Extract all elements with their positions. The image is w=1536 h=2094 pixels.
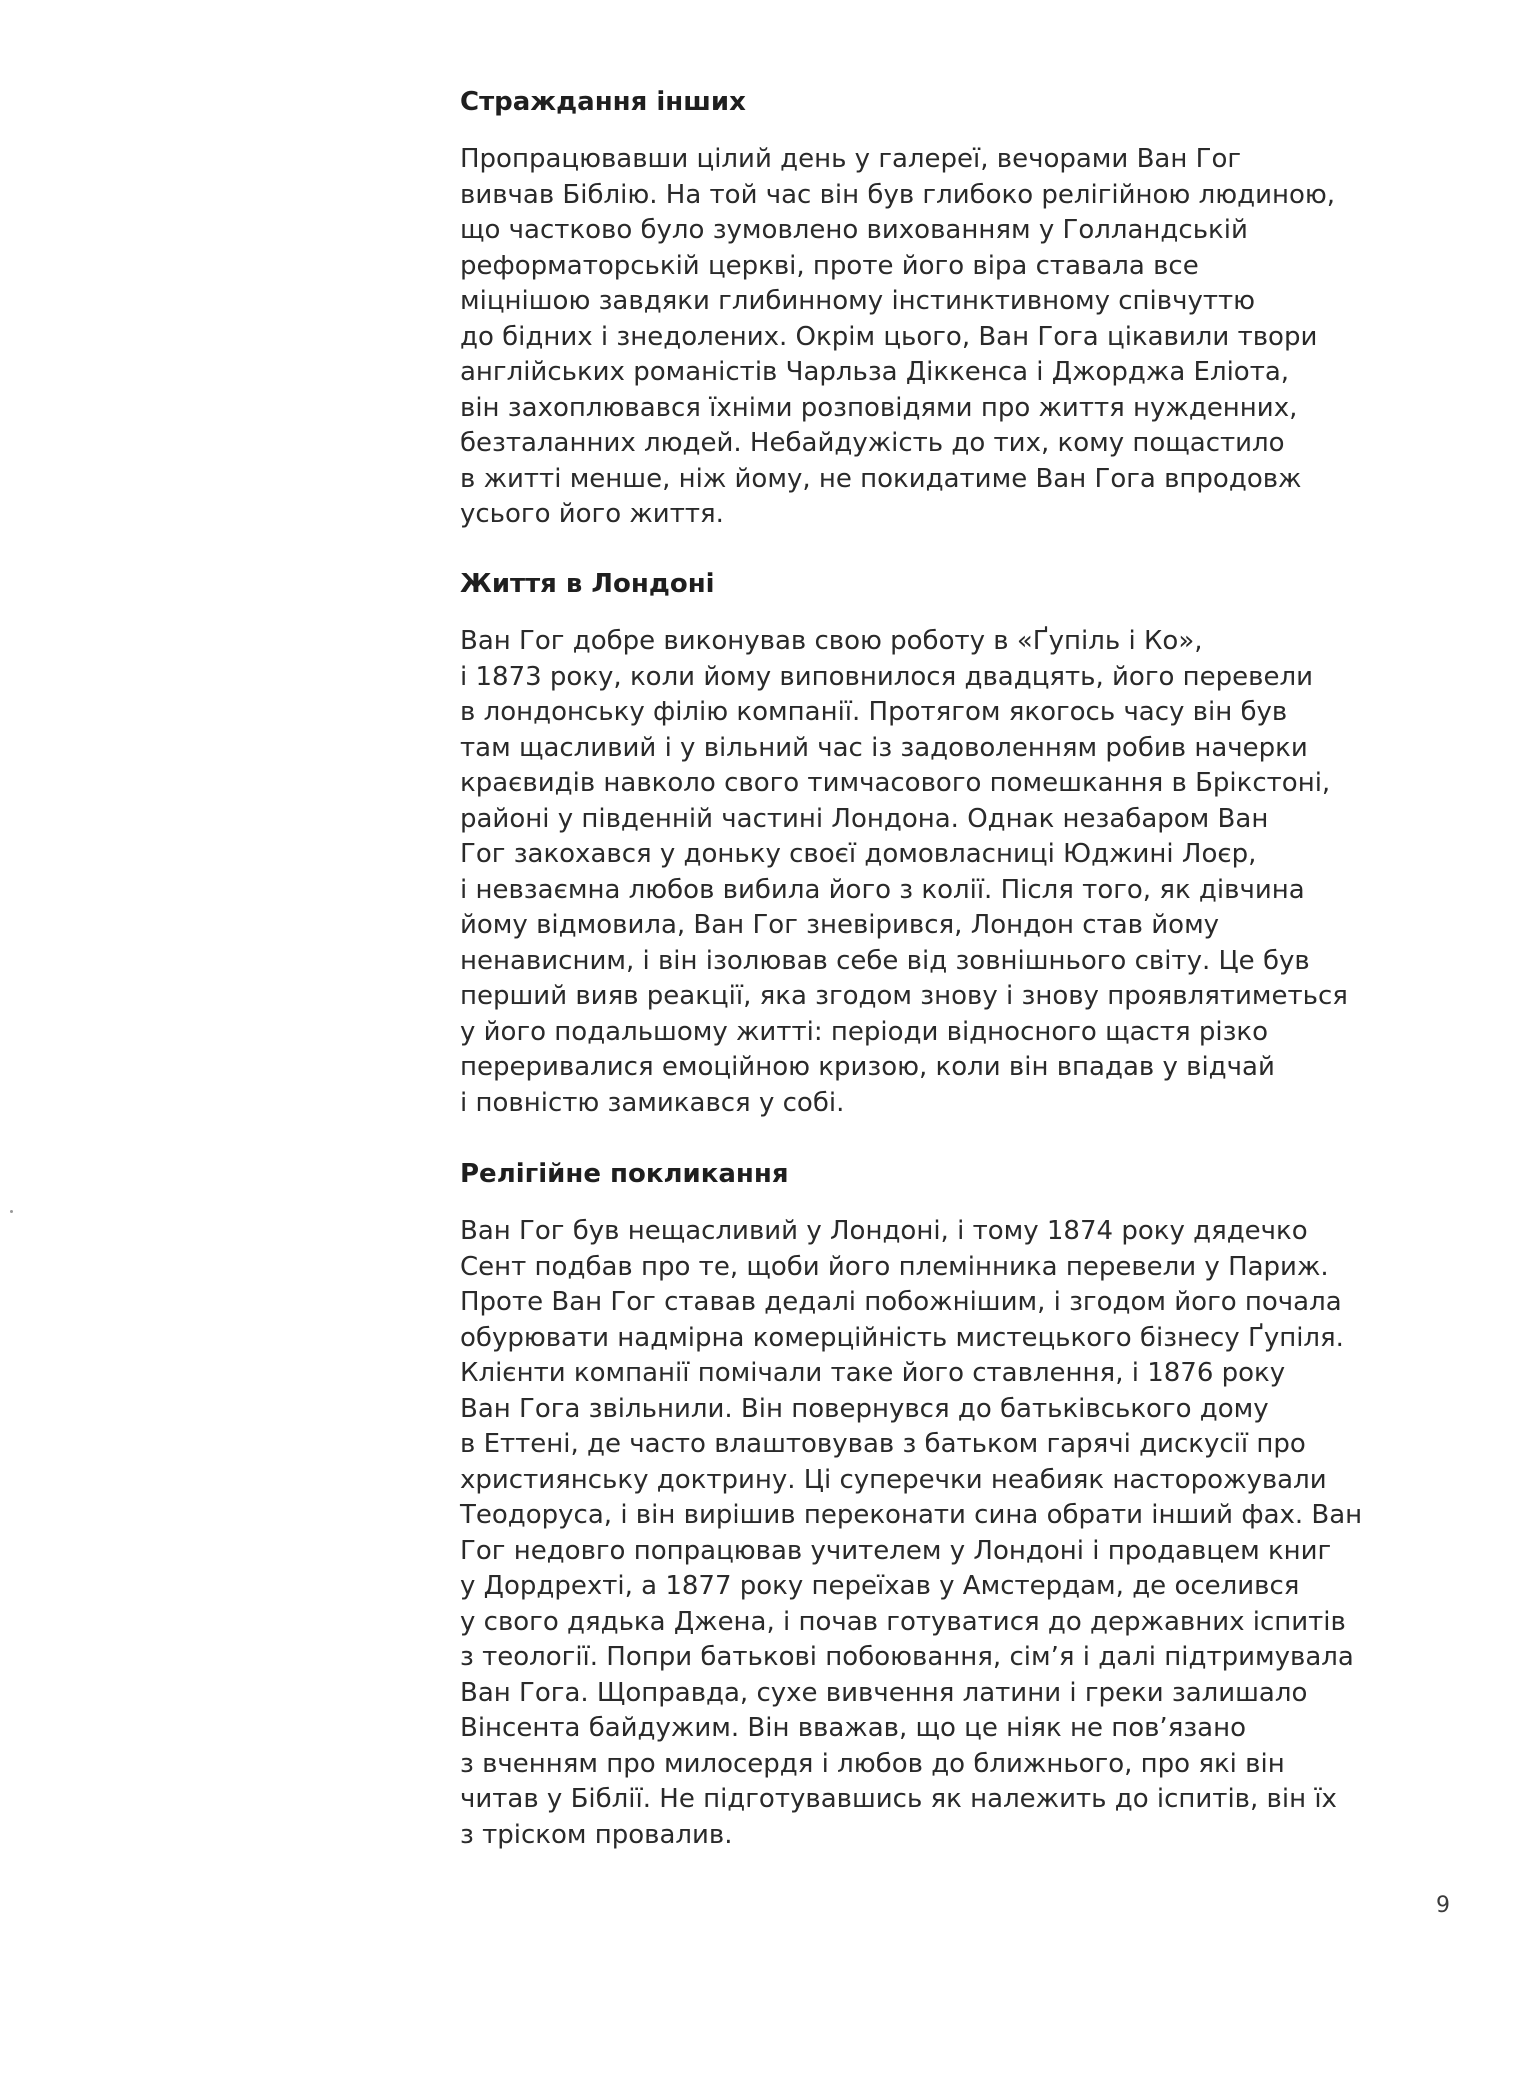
text-line: з вченням про милосердя і любов до ближнього, про які він [460,1748,1285,1779]
text-line: Ван Гог був нещасливий у Лондоні, і тому 1874 року дядечко [460,1216,1308,1246]
text-line: Гог закохався у доньку своєї домовласниці Юджині Лоєр, [460,839,1257,869]
text-line: обурювати надмірна комерційність мистецького бізнесу Ґупіля. [460,1322,1344,1353]
text-line: міцнішою завдяки глибинному інстинктивному співчуттю [460,286,1256,316]
text-line: Клієнти компанії помічали таке його ставлення, і 1876 року [460,1358,1286,1388]
text-line: перший вияв реакції, яка згодом знову і знову проявлятиметься [460,981,1348,1011]
text-line: ненависним, і він ізолював себе від зовнішнього світу. Це був [460,945,1310,976]
section-heading: Релігійне покликання [460,1159,789,1189]
text-line: що частково було зумовлено вихованням у Голландській [460,215,1248,245]
text-line: читав у Біблії. Не підготувавшись як належить до іспитів, він їх [460,1784,1337,1814]
text-line: Ван Гог добре виконував свою роботу в «Ґупіль і Ко», [460,626,1203,656]
text-line: і невзаємна любов вибила його з колії. Після того, як дівчина [460,874,1305,905]
text-line: у Дордрехті, а 1877 року переїхав у Амстердам, де оселився [460,1571,1300,1601]
section-paragraph [460,1214,1362,1853]
text-line: до бідних і знедолених. Окрім цього, Ван Гога цікавили твори [460,321,1318,352]
text-line: усього його життя. [460,499,724,529]
text-line: реформаторській церкві, проте його віра ставала все [460,250,1199,281]
text-line: з тріском провалив. [460,1819,733,1850]
text-line: переривалися емоційною кризою, коли він впадав у відчай [460,1052,1275,1082]
text-line: і 1873 року, коли йому виповнилося двадцять, його перевели [460,661,1313,692]
text-line: вивчав Біблію. На той час він був глибоко релігійною людиною, [460,179,1336,210]
text-line: англійських романістів Чарльза Діккенса і Джорджа Еліота, [460,357,1290,387]
text-line: у його подальшому житті: періоди відносного щастя різко [460,1016,1269,1047]
section-suffering-of-others [460,84,1335,533]
text-line: йому відмовила, Ван Гог зневірився, Лондон став йому [460,910,1220,940]
text-line: християнську доктрину. Ці суперечки неабияк насторожували [460,1464,1327,1495]
text-line: Гог недовго попрацював учителем у Лондоні і продавцем книг [460,1535,1332,1566]
text-line: Теодоруса, і він вирішив переконати сина обрати інший фах. Ван [460,1500,1363,1530]
text-line: Проте Ван Гог ставав дедалі побожнішим, і згодом його почала [460,1287,1342,1317]
text-line: в житті менше, ніж йому, не покидатиме Ван Гога впродовж [460,463,1302,494]
text-line: безталанних людей. Небайдужість до тих, кому пощастило [460,428,1285,458]
text-line: в Еттені, де часто влаштовував з батьком гарячі дискусії про [460,1429,1306,1459]
section-religious-calling [460,1156,1362,1853]
section-life-in-london [460,566,1348,1121]
scan-speck [10,1210,13,1213]
text-line: Ван Гога. Щоправда, сухе вивчення латини і греки залишало [460,1677,1308,1708]
text-line: Сент подбав про те, щоби його племінника перевели у Париж. [460,1251,1329,1282]
section-heading: Життя в Лондоні [460,569,715,599]
text-line: у свого дядька Джена, і почав готуватися до державних іспитів [460,1606,1346,1637]
text-line: в лондонську філію компанії. Протягом якогось часу він був [460,697,1288,727]
text-line: Пропрацювавши цілий день у галереї, вечорами Ван Гог [460,144,1242,174]
text-line: з теології. Попри батькові побоювання, сім’я і далі підтримувала [460,1642,1354,1672]
text-line: Вінсента байдужим. Він вважав, що це ніяк не пов’язано [460,1713,1247,1743]
section-heading: Страждання інших [460,87,746,117]
text-line: районі у південній частині Лондона. Однак незабаром Ван [460,803,1269,834]
text-line: краєвидів навколо свого тимчасового помешкання в Брікстоні, [460,768,1331,798]
section-paragraph [460,142,1335,533]
section-paragraph [460,624,1348,1121]
text-line: Ван Гога звільнили. Він повернувся до батьківського дому [460,1393,1269,1424]
page-number: 9 [1436,1893,1450,1918]
text-line: він захоплювався їхніми розповідями про життя нужденних, [460,392,1298,423]
text-line: і повністю замикався у собі. [460,1087,845,1118]
text-line: там щасливий і у вільний час із задоволенням робив начерки [460,732,1308,763]
